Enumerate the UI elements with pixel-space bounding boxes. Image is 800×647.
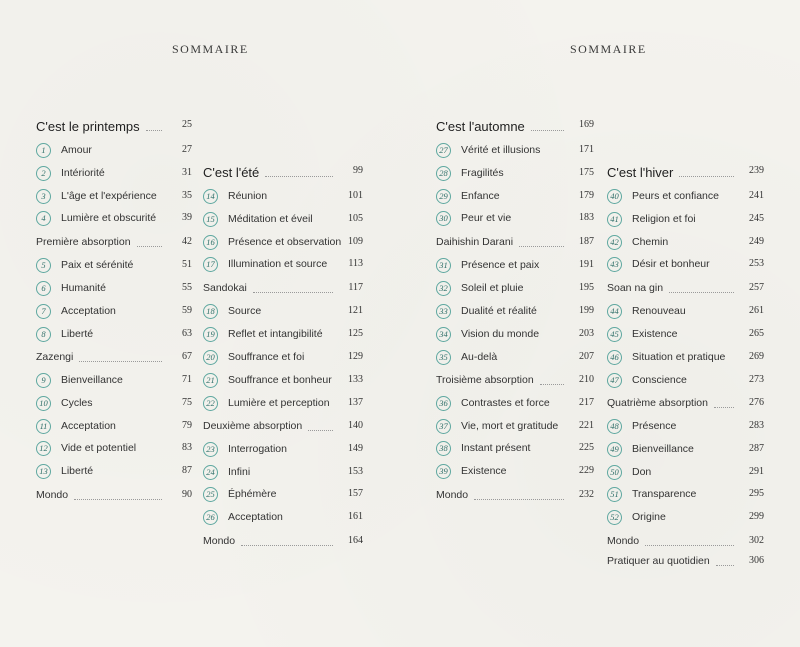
toc-entry-label: Présence et paix bbox=[461, 259, 540, 271]
page-number: 253 bbox=[749, 258, 764, 269]
chapter-number-circle: 4 bbox=[36, 211, 51, 226]
page-number: 35 bbox=[182, 190, 192, 201]
chapter-number-circle: 3 bbox=[36, 189, 51, 204]
toc-entry-label: Humanité bbox=[61, 282, 106, 294]
chapter-number-circle: 10 bbox=[36, 396, 51, 411]
chapter-number-circle: 25 bbox=[203, 487, 218, 502]
toc-entry-label: Désir et bonheur bbox=[632, 258, 710, 270]
page-number: 306 bbox=[749, 555, 764, 566]
chapter-number-circle: 52 bbox=[607, 510, 622, 525]
toc-entry-label: Conscience bbox=[632, 374, 687, 386]
page-number: 229 bbox=[579, 465, 594, 476]
chapter-number-circle: 38 bbox=[436, 441, 451, 456]
toc-entry-label: Souffrance et foi bbox=[228, 351, 305, 363]
toc-entry-label: Enfance bbox=[461, 190, 500, 202]
chapter-number-circle: 49 bbox=[607, 442, 622, 457]
page-number: 195 bbox=[579, 282, 594, 293]
toc-entry-label: Mondo bbox=[607, 535, 640, 547]
page-title-right: SOMMAIRE bbox=[570, 42, 647, 56]
chapter-number-circle: 5 bbox=[36, 258, 51, 273]
toc-entry-label: C'est l'automne bbox=[436, 118, 525, 134]
page-number: 265 bbox=[749, 328, 764, 339]
chapter-number-circle: 9 bbox=[36, 373, 51, 388]
toc-entry-label: Vision du monde bbox=[461, 328, 540, 340]
toc-entry-label: Lumière et obscurité bbox=[61, 212, 157, 224]
page-number: 283 bbox=[749, 420, 764, 431]
chapter-number-circle: 26 bbox=[203, 510, 218, 525]
page-number: 191 bbox=[579, 259, 594, 270]
toc-entry-label: Deuxième absorption bbox=[203, 420, 303, 432]
toc-entry-label: Bienveillance bbox=[61, 374, 123, 386]
chapter-number-circle: 33 bbox=[436, 304, 451, 319]
toc-entry-label: Acceptation bbox=[61, 305, 116, 317]
chapter-number-circle: 34 bbox=[436, 327, 451, 342]
page-number: 221 bbox=[579, 420, 594, 431]
page-number: 183 bbox=[579, 212, 594, 223]
chapter-number-circle: 47 bbox=[607, 373, 622, 388]
dot-leader bbox=[265, 176, 333, 177]
page-number: 276 bbox=[749, 397, 764, 408]
toc-entry-label: Troisième absorption bbox=[436, 374, 534, 386]
page-number: 129 bbox=[348, 351, 363, 362]
chapter-number-circle: 37 bbox=[436, 419, 451, 434]
toc-entry-label: Dualité et réalité bbox=[461, 305, 537, 317]
page-number: 63 bbox=[182, 328, 192, 339]
toc-entry-label: Au-delà bbox=[461, 351, 498, 363]
toc-entry-label: L'âge et l'expérience bbox=[61, 190, 157, 202]
page-number: 87 bbox=[182, 465, 192, 476]
toc-entry-label: Situation et pratique bbox=[632, 351, 726, 363]
chapter-number-circle: 6 bbox=[36, 281, 51, 296]
page-number: 175 bbox=[579, 167, 594, 178]
toc-entry-label: Présence bbox=[632, 420, 677, 432]
chapter-number-circle: 7 bbox=[36, 304, 51, 319]
chapter-number-circle: 35 bbox=[436, 350, 451, 365]
toc-entry-label: C'est l'hiver bbox=[607, 164, 674, 180]
toc-entry-label: Acceptation bbox=[228, 511, 283, 523]
chapter-number-circle: 50 bbox=[607, 465, 622, 480]
page-number: 75 bbox=[182, 397, 192, 408]
toc-entry-label: Existence bbox=[632, 328, 678, 340]
page-number: 133 bbox=[348, 374, 363, 385]
page-number: 149 bbox=[348, 443, 363, 454]
toc-entry-label: C'est le printemps bbox=[36, 118, 140, 134]
page-number: 31 bbox=[182, 167, 192, 178]
toc-entry-label: Intériorité bbox=[61, 167, 105, 179]
dot-leader bbox=[146, 130, 162, 131]
chapter-number-circle: 48 bbox=[607, 419, 622, 434]
toc-entry-label: Mondo bbox=[436, 489, 469, 501]
dot-leader bbox=[531, 130, 564, 131]
chapter-number-circle: 19 bbox=[203, 327, 218, 342]
dot-leader bbox=[79, 361, 162, 362]
toc-entry-label: Amour bbox=[61, 144, 92, 156]
page-number: 299 bbox=[749, 511, 764, 522]
toc-entry-label: Existence bbox=[461, 465, 507, 477]
toc-entry-label: Vie, mort et gratitude bbox=[461, 420, 559, 432]
page-number: 171 bbox=[579, 144, 594, 155]
chapter-number-circle: 39 bbox=[436, 464, 451, 479]
chapter-number-circle: 43 bbox=[607, 257, 622, 272]
dot-leader bbox=[645, 545, 734, 546]
toc-entry-label: Acceptation bbox=[61, 420, 116, 432]
toc-entry-label: Soan na gin bbox=[607, 282, 664, 294]
toc-entry-label: Infini bbox=[228, 466, 251, 478]
toc-entry-label: Illumination et source bbox=[228, 258, 328, 270]
dot-leader bbox=[716, 565, 734, 566]
toc-entry-label: Zazengi bbox=[36, 351, 74, 363]
page-number: 27 bbox=[182, 144, 192, 155]
dot-leader bbox=[669, 292, 734, 293]
toc-entry-label: Contrastes et force bbox=[461, 397, 550, 409]
page-number: 51 bbox=[182, 259, 192, 270]
dot-leader bbox=[74, 499, 162, 500]
toc-entry-label: C'est l'été bbox=[203, 164, 260, 180]
chapter-number-circle: 12 bbox=[36, 441, 51, 456]
page-number: 113 bbox=[348, 258, 363, 269]
page-number: 90 bbox=[182, 489, 192, 500]
toc-entry-label: Daihishin Darani bbox=[436, 236, 514, 248]
chapter-number-circle: 21 bbox=[203, 373, 218, 388]
page-number: 269 bbox=[749, 351, 764, 362]
toc-entry-label: Pratiquer au quotidien bbox=[607, 555, 710, 567]
chapter-number-circle: 45 bbox=[607, 327, 622, 342]
toc-entry-label: Origine bbox=[632, 511, 666, 523]
chapter-number-circle: 36 bbox=[436, 396, 451, 411]
toc-entry-label: Peurs et confiance bbox=[632, 190, 719, 202]
toc-entry-label: Souffrance et bonheur bbox=[228, 374, 332, 386]
page-title-left: SOMMAIRE bbox=[172, 42, 249, 56]
page-number: 161 bbox=[348, 511, 363, 522]
chapter-number-circle: 32 bbox=[436, 281, 451, 296]
page-number: 225 bbox=[579, 442, 594, 453]
page-number: 42 bbox=[182, 236, 192, 247]
page-number: 169 bbox=[579, 119, 594, 130]
page-number: 137 bbox=[348, 397, 363, 408]
toc-entry-label: Paix et sérénité bbox=[61, 259, 134, 271]
page-number: 245 bbox=[749, 213, 764, 224]
page-number: 210 bbox=[579, 374, 594, 385]
toc-entry-label: Religion et foi bbox=[632, 213, 696, 225]
toc-entry-label: Vide et potentiel bbox=[61, 442, 137, 454]
page-number: 302 bbox=[749, 535, 764, 546]
toc-entry-label: Soleil et pluie bbox=[461, 282, 524, 294]
chapter-number-circle: 8 bbox=[36, 327, 51, 342]
page-number: 25 bbox=[182, 119, 192, 130]
toc-entry-label: Peur et vie bbox=[461, 212, 512, 224]
page-number: 101 bbox=[348, 190, 363, 201]
page-number: 295 bbox=[749, 488, 764, 499]
toc-entry-label: Vérité et illusions bbox=[461, 144, 541, 156]
page-number: 99 bbox=[353, 165, 363, 176]
toc-entry-label: Quatrième absorption bbox=[607, 397, 708, 409]
chapter-number-circle: 27 bbox=[436, 143, 451, 158]
toc-entry-label: Lumière et perception bbox=[228, 397, 330, 409]
dot-leader bbox=[137, 246, 162, 247]
page-number: 117 bbox=[348, 282, 363, 293]
toc-entry-label: Renouveau bbox=[632, 305, 686, 317]
page-number: 232 bbox=[579, 489, 594, 500]
page-number: 207 bbox=[579, 351, 594, 362]
chapter-number-circle: 22 bbox=[203, 396, 218, 411]
chapter-number-circle: 17 bbox=[203, 257, 218, 272]
chapter-number-circle: 16 bbox=[203, 235, 218, 250]
page-number: 287 bbox=[749, 443, 764, 454]
toc-entry-label: Source bbox=[228, 305, 262, 317]
chapter-number-circle: 44 bbox=[607, 304, 622, 319]
toc-entry-label: Transparence bbox=[632, 488, 697, 500]
toc-entry-label: Sandokai bbox=[203, 282, 247, 294]
toc-entry-label: Mondo bbox=[203, 535, 236, 547]
toc-entry-label: Bienveillance bbox=[632, 443, 694, 455]
dot-leader bbox=[308, 430, 333, 431]
page-number: 71 bbox=[182, 374, 192, 385]
dot-leader bbox=[714, 407, 734, 408]
page-number: 257 bbox=[749, 282, 764, 293]
toc-entry-label: Chemin bbox=[632, 236, 669, 248]
toc-entry-label: Interrogation bbox=[228, 443, 287, 455]
toc-entry-label: Cycles bbox=[61, 397, 93, 409]
page-number: 105 bbox=[348, 213, 363, 224]
page-number: 203 bbox=[579, 328, 594, 339]
chapter-number-circle: 14 bbox=[203, 189, 218, 204]
page-number: 273 bbox=[749, 374, 764, 385]
page-number: 291 bbox=[749, 466, 764, 477]
toc-entry-label: Présence et observation bbox=[228, 236, 342, 248]
toc-entry-label: Instant présent bbox=[461, 442, 531, 454]
page-number: 199 bbox=[579, 305, 594, 316]
chapter-number-circle: 11 bbox=[36, 419, 51, 434]
toc-entry-label: Don bbox=[632, 466, 652, 478]
toc-entry-label: Liberté bbox=[61, 328, 94, 340]
chapter-number-circle: 29 bbox=[436, 189, 451, 204]
page-number: 109 bbox=[348, 236, 363, 247]
chapter-number-circle: 20 bbox=[203, 350, 218, 365]
page-number: 261 bbox=[749, 305, 764, 316]
page-number: 179 bbox=[579, 190, 594, 201]
page-number: 164 bbox=[348, 535, 363, 546]
page-number: 239 bbox=[749, 165, 764, 176]
chapter-number-circle: 40 bbox=[607, 189, 622, 204]
page-number: 83 bbox=[182, 442, 192, 453]
chapter-number-circle: 31 bbox=[436, 258, 451, 273]
toc-entry-label: Mondo bbox=[36, 489, 69, 501]
dot-leader bbox=[679, 176, 734, 177]
page-number: 217 bbox=[579, 397, 594, 408]
toc-entry-label: Fragilités bbox=[461, 167, 504, 179]
dot-leader bbox=[519, 246, 564, 247]
chapter-number-circle: 23 bbox=[203, 442, 218, 457]
toc-entry-label: Réunion bbox=[228, 190, 268, 202]
dot-leader bbox=[474, 499, 564, 500]
dot-leader bbox=[540, 384, 564, 385]
chapter-number-circle: 30 bbox=[436, 211, 451, 226]
page-number: 39 bbox=[182, 212, 192, 223]
page-number: 59 bbox=[182, 305, 192, 316]
page-number: 187 bbox=[579, 236, 594, 247]
toc-entry-label: Éphémère bbox=[228, 488, 277, 500]
chapter-number-circle: 2 bbox=[36, 166, 51, 181]
page-number: 125 bbox=[348, 328, 363, 339]
page-number: 140 bbox=[348, 420, 363, 431]
toc-entry-label: Liberté bbox=[61, 465, 94, 477]
page-number: 249 bbox=[749, 236, 764, 247]
chapter-number-circle: 18 bbox=[203, 304, 218, 319]
toc-entry-label: Reflet et intangibilité bbox=[228, 328, 323, 340]
toc-entry-label: Première absorption bbox=[36, 236, 131, 248]
chapter-number-circle: 15 bbox=[203, 212, 218, 227]
chapter-number-circle: 24 bbox=[203, 465, 218, 480]
page-number: 55 bbox=[182, 282, 192, 293]
page-number: 153 bbox=[348, 466, 363, 477]
chapter-number-circle: 13 bbox=[36, 464, 51, 479]
dot-leader bbox=[241, 545, 333, 546]
page-number: 241 bbox=[749, 190, 764, 201]
chapter-number-circle: 28 bbox=[436, 166, 451, 181]
page-number: 157 bbox=[348, 488, 363, 499]
toc-entry-label: Méditation et éveil bbox=[228, 213, 313, 225]
dot-leader bbox=[253, 292, 333, 293]
chapter-number-circle: 41 bbox=[607, 212, 622, 227]
chapter-number-circle: 46 bbox=[607, 350, 622, 365]
page-number: 121 bbox=[348, 305, 363, 316]
page-number: 67 bbox=[182, 351, 192, 362]
page-number: 79 bbox=[182, 420, 192, 431]
chapter-number-circle: 42 bbox=[607, 235, 622, 250]
chapter-number-circle: 1 bbox=[36, 143, 51, 158]
chapter-number-circle: 51 bbox=[607, 487, 622, 502]
